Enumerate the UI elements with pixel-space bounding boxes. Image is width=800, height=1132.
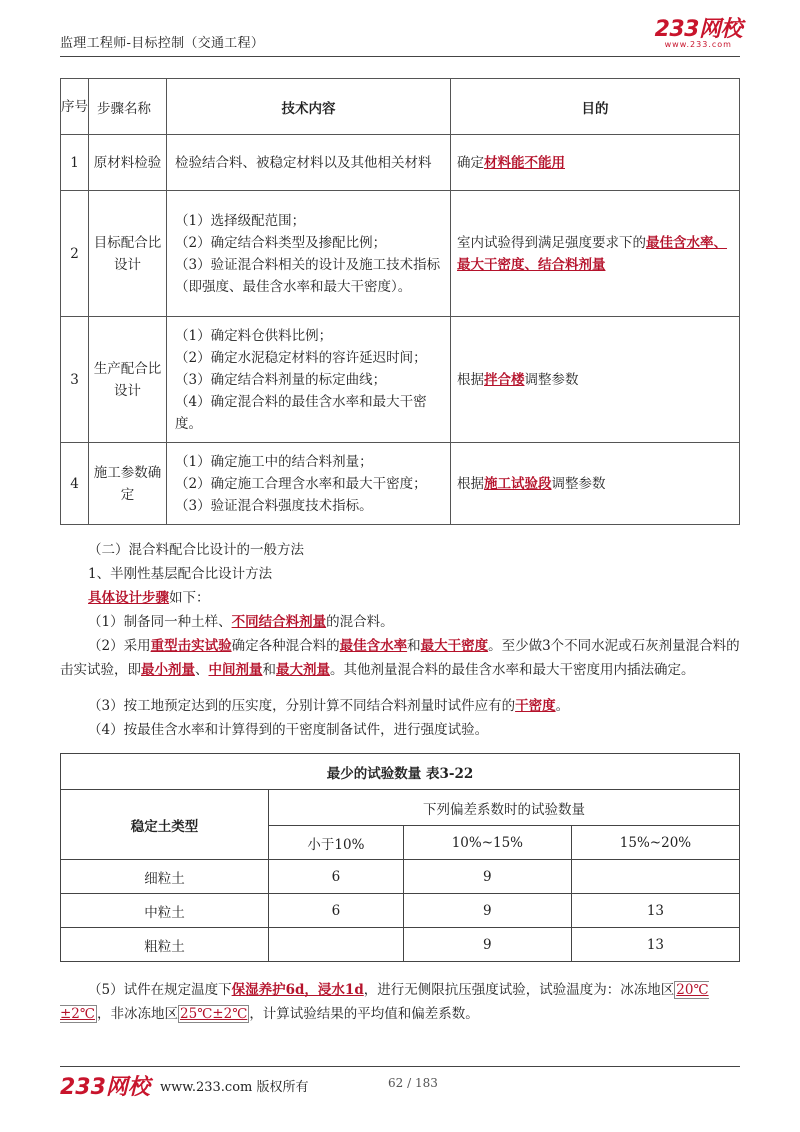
goal-highlight: 材料能不能用 bbox=[484, 154, 565, 171]
text-run: ，非冰冻地区 bbox=[97, 1006, 179, 1022]
highlight-term: 干密度 bbox=[515, 698, 556, 714]
logo-wordmark: 233网校 bbox=[654, 17, 742, 42]
text-run: （1）制备同一种土样、 bbox=[88, 614, 232, 630]
row-num: 3 bbox=[61, 317, 89, 443]
count-cell: 9 bbox=[403, 894, 571, 928]
col-header-tech: 技术内容 bbox=[167, 79, 451, 135]
row-goal bbox=[451, 443, 740, 525]
col-header-cv-lt10: 小于10% bbox=[269, 826, 404, 860]
table-header-row bbox=[61, 79, 740, 135]
row-goal bbox=[451, 191, 740, 317]
highlight-term: 最大干密度 bbox=[420, 638, 489, 654]
footer-logo[interactable]: 233网校 bbox=[60, 1075, 150, 1100]
row-num: 1 bbox=[61, 135, 89, 191]
row-tech-content bbox=[167, 443, 451, 525]
text-run: 。 bbox=[555, 698, 570, 714]
count-cell: 9 bbox=[403, 928, 571, 962]
table-row bbox=[61, 191, 740, 317]
tech-line: （1）确定施工中的结合料剂量； bbox=[175, 453, 373, 470]
text-run: 确定各种混合料的 bbox=[231, 638, 340, 654]
text-run: 的混合料。 bbox=[326, 614, 394, 630]
tech-line: （3）确定结合料剂量的标定曲线； bbox=[175, 371, 387, 388]
tech-line: （1）确定料仓供料比例； bbox=[175, 327, 333, 344]
row-tech-content bbox=[167, 191, 451, 317]
table-row bbox=[61, 317, 740, 443]
text-run: 和 bbox=[262, 662, 276, 678]
subsection-heading: 1、半刚性基层配合比设计方法 bbox=[88, 566, 273, 582]
tech-line: （2）确定水泥稳定材料的容许延迟时间； bbox=[175, 349, 427, 366]
goal-highlight: 拌合楼 bbox=[484, 371, 525, 388]
footer-divider bbox=[60, 1066, 740, 1067]
highlight-term: 最佳含水率 bbox=[339, 638, 408, 654]
footer-copyright: www.233.com 版权所有 bbox=[160, 1080, 309, 1095]
soil-type-cell: 细粒土 bbox=[61, 860, 269, 894]
tech-line: （4）确定混合料的最佳含水率和最大干密度。 bbox=[175, 393, 427, 432]
count-cell: 9 bbox=[403, 860, 571, 894]
design-steps-table bbox=[60, 78, 740, 525]
text-run: 、 bbox=[195, 662, 209, 678]
goal-text-tail: 调整参数 bbox=[524, 371, 579, 388]
goal-text-tail: 调整参数 bbox=[551, 475, 606, 492]
count-cell bbox=[269, 928, 404, 962]
tech-line: （2）确定施工合理含水率和最大干密度； bbox=[175, 475, 427, 492]
text-run: （5）试件在规定温度下 bbox=[88, 982, 232, 998]
row-goal bbox=[451, 135, 740, 191]
goal-text: 确定 bbox=[457, 154, 484, 171]
goal-text: 根据 bbox=[457, 475, 484, 492]
step-paragraph-5 bbox=[60, 978, 740, 1026]
steps-intro bbox=[60, 586, 740, 610]
document-header-title: 监理工程师-目标控制（交通工程） bbox=[60, 36, 265, 51]
text-run: 。其他剂量混合料的最佳含水率和最大干密度用内插法确定。 bbox=[330, 662, 695, 678]
group-header-row bbox=[61, 790, 740, 826]
highlight-term: 25℃±2℃ bbox=[180, 1006, 248, 1022]
step-paragraph-3 bbox=[60, 694, 740, 718]
tech-line: 检验结合料、被稳定材料以及其他相关材料 bbox=[175, 154, 432, 171]
step-paragraph-4: （4）按最佳含水率和计算得到的干密度制备试件，进行强度试验。 bbox=[88, 722, 489, 738]
highlight-term: 20℃±2℃ bbox=[60, 982, 709, 1022]
row-num: 4 bbox=[61, 443, 89, 525]
table-caption: 最少的试验数量 表3-22 bbox=[61, 754, 740, 790]
count-cell: 6 bbox=[269, 894, 404, 928]
tech-line: （1）选择级配范围； bbox=[175, 212, 306, 229]
steps-label: 具体设计步骤 bbox=[88, 590, 169, 606]
col-header-goal: 目的 bbox=[451, 79, 740, 135]
col-header-name: 步骤名称 bbox=[89, 79, 167, 135]
goal-text: 室内试验得到满足强度要求下的 bbox=[457, 234, 646, 251]
min-test-count-table bbox=[60, 753, 740, 962]
count-cell: 13 bbox=[571, 894, 739, 928]
col-header-cv-10-15: 10%~15% bbox=[403, 826, 571, 860]
row-step-name: 生产配合比设计 bbox=[89, 317, 167, 443]
col-header-group: 下列偏差系数时的试验数量 bbox=[269, 790, 740, 826]
tech-line: （2）确定结合料类型及掺配比例； bbox=[175, 234, 387, 251]
steps-suffix: 如下： bbox=[169, 590, 210, 606]
step-paragraph-1 bbox=[60, 610, 740, 634]
row-tech-content bbox=[167, 135, 451, 191]
count-cell bbox=[571, 860, 739, 894]
goal-highlight: 最佳含水率、最大干密度、结合料剂量 bbox=[457, 234, 727, 273]
text-run: 和 bbox=[407, 638, 421, 654]
col-header-soil-type: 稳定土类型 bbox=[61, 790, 269, 860]
text-run: ，进行无侧限抗压强度试验，试验温度为：冰冻地区 bbox=[363, 982, 675, 998]
row-goal bbox=[451, 317, 740, 443]
brand-logo[interactable] bbox=[655, 18, 742, 49]
table-row bbox=[61, 894, 740, 928]
soil-type-cell: 中粒土 bbox=[61, 894, 269, 928]
count-cell: 13 bbox=[571, 928, 739, 962]
highlight-term: 最大剂量 bbox=[276, 662, 330, 678]
highlight-term: 不同结合料剂量 bbox=[231, 614, 327, 630]
step-paragraph-2 bbox=[60, 634, 740, 682]
tech-line: （3）验证混合料相关的设计及施工技术指标（即强度、最佳含水率和最大干密度）。 bbox=[175, 256, 441, 295]
table-row bbox=[61, 443, 740, 525]
row-step-name: 目标配合比设计 bbox=[89, 191, 167, 317]
goal-highlight: 施工试验段 bbox=[484, 475, 552, 492]
table-row bbox=[61, 928, 740, 962]
text-run: （3）按工地预定达到的压实度，分别计算不同结合料剂量时试件应有的 bbox=[88, 698, 516, 714]
header-divider bbox=[60, 56, 740, 57]
text-run: （2）采用 bbox=[88, 638, 151, 654]
table-caption-row bbox=[61, 754, 740, 790]
goal-text: 根据 bbox=[457, 371, 484, 388]
highlight-term: 中间剂量 bbox=[208, 662, 263, 678]
table-row bbox=[61, 860, 740, 894]
highlight-term: 重型击实试验 bbox=[150, 638, 232, 654]
highlight-term: 保湿养护6d，浸水1d bbox=[231, 982, 364, 998]
row-tech-content bbox=[167, 317, 451, 443]
section-heading: （二）混合料配合比设计的一般方法 bbox=[88, 542, 304, 558]
text-run: 。至少做3个不同水泥或石灰剂量混合料的击实试验，即 bbox=[60, 638, 740, 678]
col-header-cv-15-20: 15%~20% bbox=[571, 826, 739, 860]
row-num: 2 bbox=[61, 191, 89, 317]
count-cell: 6 bbox=[269, 860, 404, 894]
logo-url: www.233.com bbox=[664, 40, 732, 49]
highlight-term: 最小剂量 bbox=[141, 662, 195, 678]
row-step-name: 原材料检验 bbox=[89, 135, 167, 191]
text-run: ，计算试验结果的平均值和偏差系数。 bbox=[249, 1006, 479, 1022]
soil-type-cell: 粗粒土 bbox=[61, 928, 269, 962]
tech-line: （3）验证混合料强度技术指标。 bbox=[175, 497, 373, 514]
table-row bbox=[61, 135, 740, 191]
page-number: 62 / 183 bbox=[388, 1076, 438, 1090]
col-header-num: 序号 bbox=[61, 79, 89, 135]
row-step-name: 施工参数确定 bbox=[89, 443, 167, 525]
